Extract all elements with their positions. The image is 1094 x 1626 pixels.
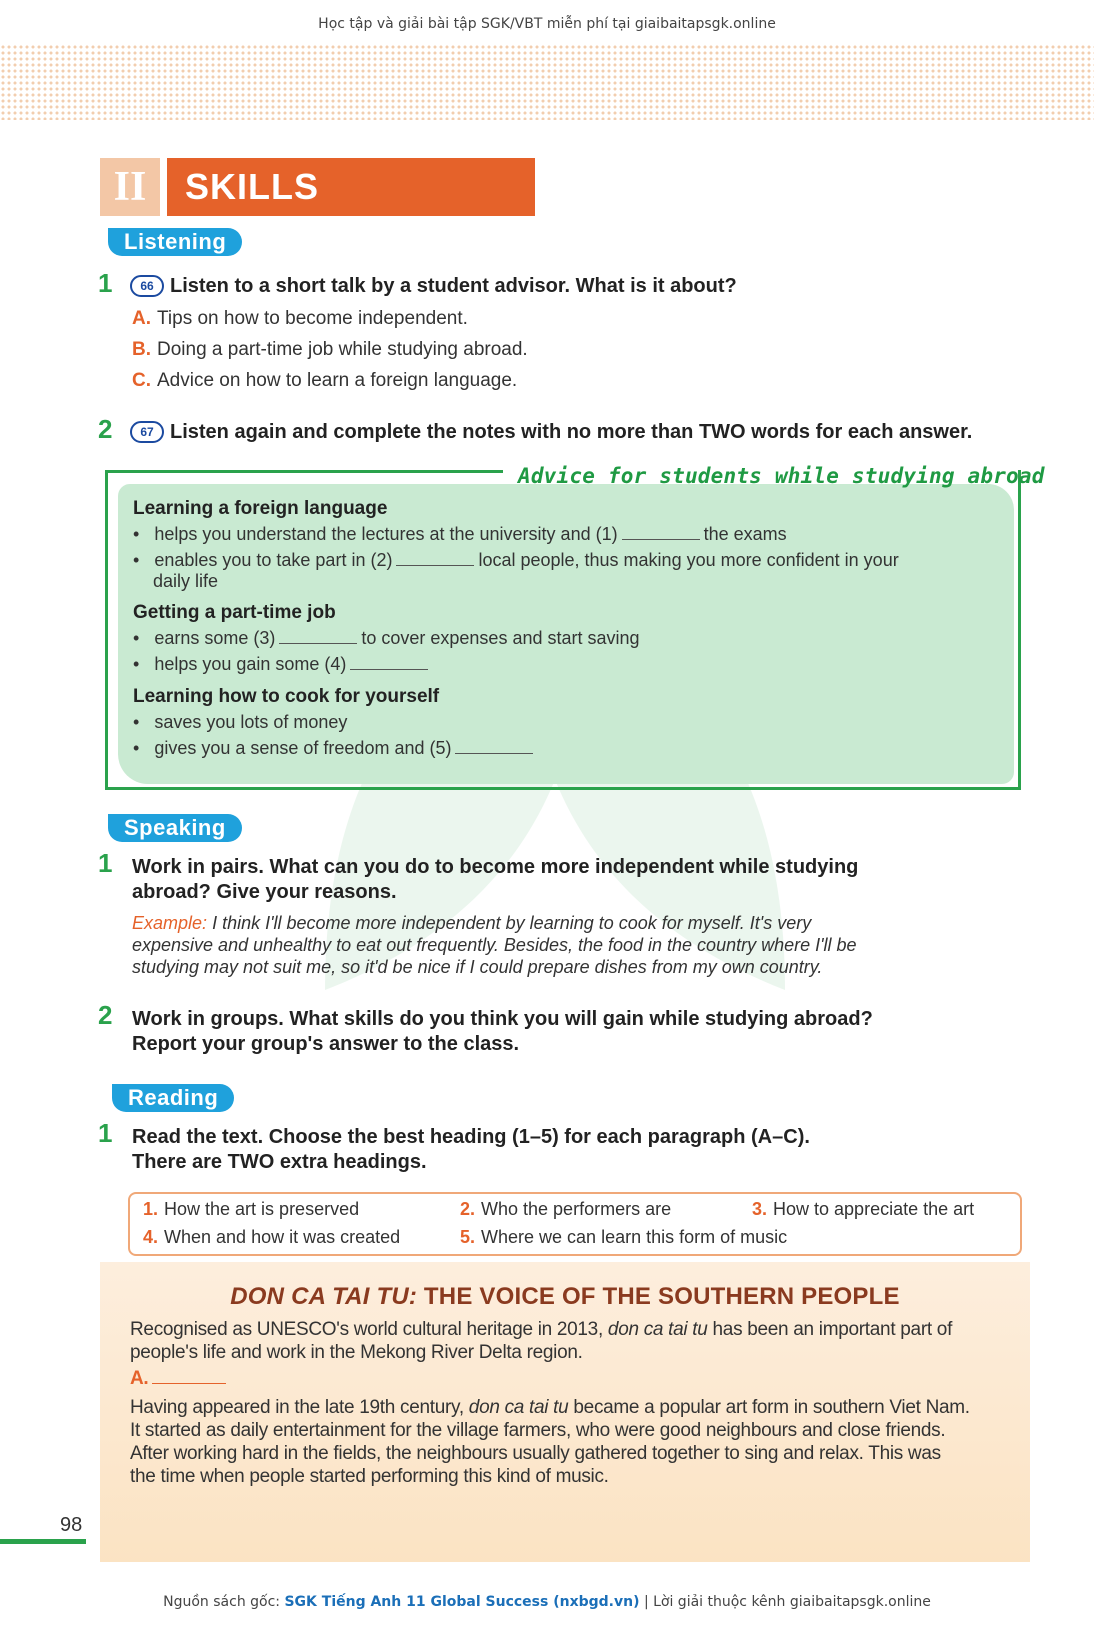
text: Having appeared in the late 19th century,: [130, 1397, 464, 1418]
notes-bullet: • gives you a sense of freedom and (5): [133, 738, 537, 759]
footer: [0, 1594, 1094, 1610]
option-b[interactable]: [132, 339, 528, 361]
paragraph-a-line-3: After working hard in the fields, the neighbours usually gathered together to sing and relax. This was: [130, 1443, 941, 1464]
example-text: I think I'll become more independent by learning to cook for myself. It's very: [212, 913, 812, 933]
text-italic: don ca tai tu: [468, 1397, 569, 1418]
notes-bullet: • helps you gain some (4): [133, 654, 432, 675]
article-title: [100, 1283, 1030, 1311]
bullet-text: enables you to take part in (2): [154, 550, 393, 570]
option-text: Advice on how to learn a foreign language.: [157, 370, 518, 391]
listening-label: Listening: [108, 228, 242, 256]
bullet-text: saves you lots of money: [154, 712, 348, 732]
article-intro-line-2: people's life and work in the Mekong River Delta region.: [130, 1342, 583, 1363]
bullet-text: the exams: [703, 524, 787, 544]
question-number: 2: [98, 1000, 113, 1030]
example-label: Example:: [132, 913, 208, 933]
reading-question-1-line2: There are TWO extra headings.: [132, 1151, 427, 1173]
bullet-continuation: daily life: [153, 571, 219, 591]
question-number: 1: [98, 848, 113, 878]
audio-track-icon[interactable]: 66: [130, 275, 164, 297]
article-intro-line-1: [130, 1318, 952, 1341]
heading-text: How to appreciate the art: [773, 1199, 975, 1219]
heading-option-1[interactable]: [143, 1199, 359, 1220]
notes-heading-3: Learning how to cook for yourself: [133, 686, 440, 707]
answer-blank-1[interactable]: [622, 526, 700, 540]
option-text: Doing a part-time job while studying abroad.: [157, 339, 528, 360]
text: became a popular art form in southern Viet Nam.: [573, 1397, 970, 1418]
article-title-italic: DON CA TAI TU:: [230, 1283, 418, 1310]
bullet-text: earns some (3): [154, 628, 276, 648]
speaking-question-1-line1: Work in pairs. What can you do to become more independent while studying: [132, 856, 859, 878]
notes-bullet: • enables you to take part in (2) local people, thus making you more confident in your: [133, 550, 899, 570]
paragraph-a-line-2: It started as daily entertainment for the village farmers, who were good neighbours and close friends.: [130, 1420, 946, 1441]
question-text: Listen to a short talk by a student advisor. What is it about?: [170, 275, 737, 297]
example-line-2: expensive and unhealthy to eat out frequently. Besides, the food in the country where I'll be: [132, 935, 857, 955]
heading-number: 1.: [143, 1199, 159, 1219]
question-text: Listen again and complete the notes with no more than TWO words for each answer.: [170, 421, 973, 443]
heading-number: 5.: [460, 1227, 476, 1247]
notes-bullet: • saves you lots of money: [133, 712, 348, 732]
bullet-text: to cover expenses and start saving: [361, 628, 640, 648]
heading-number: 4.: [143, 1227, 159, 1247]
page-number-bar: [0, 1539, 86, 1544]
heading-option-5[interactable]: [460, 1227, 787, 1248]
reading-question-1-line1: Read the text. Choose the best heading (1–5) for each paragraph (A–C).: [132, 1126, 810, 1148]
heading-text: Where we can learn this form of music: [481, 1227, 788, 1247]
text-italic: don ca tai tu: [607, 1319, 708, 1340]
speaking-question-2-line2: Report your group's answer to the class.: [132, 1033, 520, 1055]
option-text: Tips on how to become independent.: [157, 308, 468, 329]
paragraph-a-label: [130, 1367, 230, 1390]
heading-text: Who the performers are: [481, 1199, 672, 1219]
paragraph-a-line-4: the time when people started performing this kind of music.: [130, 1466, 609, 1487]
answer-blank-5[interactable]: [455, 740, 533, 754]
notes-heading-2: Getting a part-time job: [133, 602, 336, 623]
paragraph-a-line-1: [130, 1396, 970, 1419]
paragraph-a-blank[interactable]: [152, 1370, 226, 1384]
text: A.: [130, 1368, 149, 1389]
heading-option-3[interactable]: [752, 1199, 974, 1220]
option-c[interactable]: [132, 370, 517, 392]
reading-label: Reading: [112, 1084, 234, 1112]
audio-track-icon[interactable]: 67: [130, 421, 164, 443]
speaking-question-2-line1: Work in groups. What skills do you think you will gain while studying abroad?: [132, 1008, 873, 1030]
listening-question-2: [130, 421, 972, 444]
footer-source-link[interactable]: SGK Tiếng Anh 11 Global Success (nxbgd.vn): [284, 1594, 640, 1610]
heading-text: How the art is preserved: [164, 1199, 360, 1219]
answer-blank-3[interactable]: [279, 630, 357, 644]
section-title: SKILLS: [167, 158, 535, 216]
example-line-3: studying may not suit me, so it'd be nice if I could prepare dishes from my own country.: [132, 957, 823, 977]
speaking-label: Speaking: [108, 814, 242, 842]
bullet-text: local people, thus making you more confident in your: [478, 550, 899, 570]
notes-bullet: • earns some (3) to cover expenses and start saving: [133, 628, 640, 648]
question-number: 1: [98, 1118, 113, 1148]
notes-bullet: • helps you understand the lectures at the university and (1) the exams: [133, 524, 787, 544]
text: has been an important part of: [712, 1319, 953, 1340]
answer-blank-4[interactable]: [350, 656, 428, 670]
answer-blank-2[interactable]: [396, 552, 474, 566]
question-number: 2: [98, 414, 113, 444]
notes-heading-1: Learning a foreign language: [133, 498, 388, 519]
footer-suffix: | Lời giải thuộc kênh giaibaitapsgk.online: [643, 1594, 931, 1610]
bullet-text: gives you a sense of freedom and (5): [154, 738, 452, 758]
heading-number: 3.: [752, 1199, 768, 1219]
page-number: 98: [60, 1514, 83, 1536]
bullet-text: helps you gain some (4): [154, 654, 347, 674]
notes-frame-top: [105, 470, 503, 473]
heading-number: 2.: [460, 1199, 476, 1219]
question-number: 1: [98, 268, 113, 298]
notes-title: Advice for students while studying abroad: [518, 464, 1045, 488]
option-letter: A.: [132, 308, 151, 329]
bullet-text: helps you understand the lectures at the university and (1): [154, 524, 618, 544]
footer-prefix: Nguồn sách gốc:: [163, 1594, 281, 1610]
header-note: Học tập và giải bài tập SGK/VBT miễn phí tại giaibaitapsgk.online: [318, 16, 776, 32]
option-letter: C.: [132, 370, 151, 391]
listening-question-1: [130, 275, 737, 298]
text: Recognised as UNESCO's world cultural heritage in 2013,: [130, 1319, 603, 1340]
heading-option-4[interactable]: [143, 1227, 400, 1248]
example-line-1: [132, 912, 811, 934]
heading-text: When and how it was created: [164, 1227, 401, 1247]
dotted-banner: [0, 44, 1094, 120]
article-title-rest: THE VOICE OF THE SOUTHERN PEOPLE: [423, 1283, 900, 1310]
heading-option-2[interactable]: [460, 1199, 671, 1220]
option-a[interactable]: [132, 308, 468, 330]
section-number: II: [100, 158, 160, 216]
speaking-question-1-line2: abroad? Give your reasons.: [132, 881, 397, 903]
option-letter: B.: [132, 339, 151, 360]
